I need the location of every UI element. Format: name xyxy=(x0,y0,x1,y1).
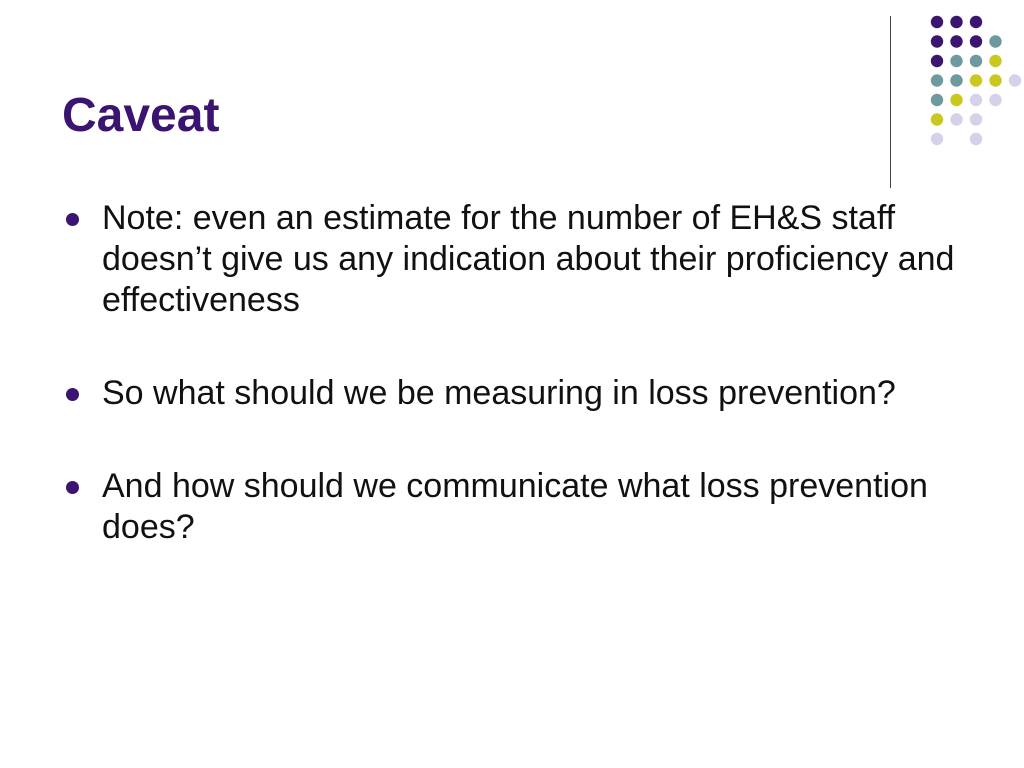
decorative-dot xyxy=(931,94,943,106)
bullet-text: Note: even an estimate for the number of EH&S staff doesn’t give us any indication about their proficiency and effectiveness xyxy=(102,199,955,319)
decorative-dot xyxy=(970,35,982,47)
decorative-dot xyxy=(950,94,962,106)
decorative-dot xyxy=(950,55,962,67)
decorative-dot xyxy=(970,74,982,86)
decorative-dot xyxy=(931,133,943,145)
decorative-dot xyxy=(931,113,943,125)
bullet-text: And how should we communicate what loss prevention does? xyxy=(102,467,928,546)
decorative-dot xyxy=(931,55,943,67)
bullet-text: So what should we be measuring in loss prevention? xyxy=(102,374,896,412)
bullet-item xyxy=(62,466,962,548)
decorative-dot xyxy=(970,133,982,145)
decorative-dot xyxy=(989,94,1001,106)
decorative-dot xyxy=(931,35,943,47)
decorative-dot xyxy=(950,74,962,86)
bullet-dot-icon xyxy=(66,481,79,494)
decorative-dot xyxy=(970,16,982,28)
bullet-dot-icon xyxy=(66,388,79,401)
decorative-dot xyxy=(931,74,943,86)
bullet-list xyxy=(62,198,962,600)
decorative-dot xyxy=(989,74,1001,86)
decorative-dot xyxy=(989,55,1001,67)
decorative-dot xyxy=(950,16,962,28)
decorative-dot xyxy=(950,113,962,125)
decorative-dot xyxy=(970,113,982,125)
decorative-dot xyxy=(1009,74,1021,86)
slide-title: Caveat xyxy=(62,89,220,142)
bullet-dot-icon xyxy=(66,213,79,226)
decorative-dot xyxy=(931,16,943,28)
decorative-dot xyxy=(970,55,982,67)
vertical-divider xyxy=(890,16,891,188)
bullet-item xyxy=(62,373,962,414)
decorative-dot xyxy=(950,35,962,47)
decorative-dot xyxy=(989,35,1001,47)
decorative-dot xyxy=(970,94,982,106)
bullet-item xyxy=(62,198,962,321)
